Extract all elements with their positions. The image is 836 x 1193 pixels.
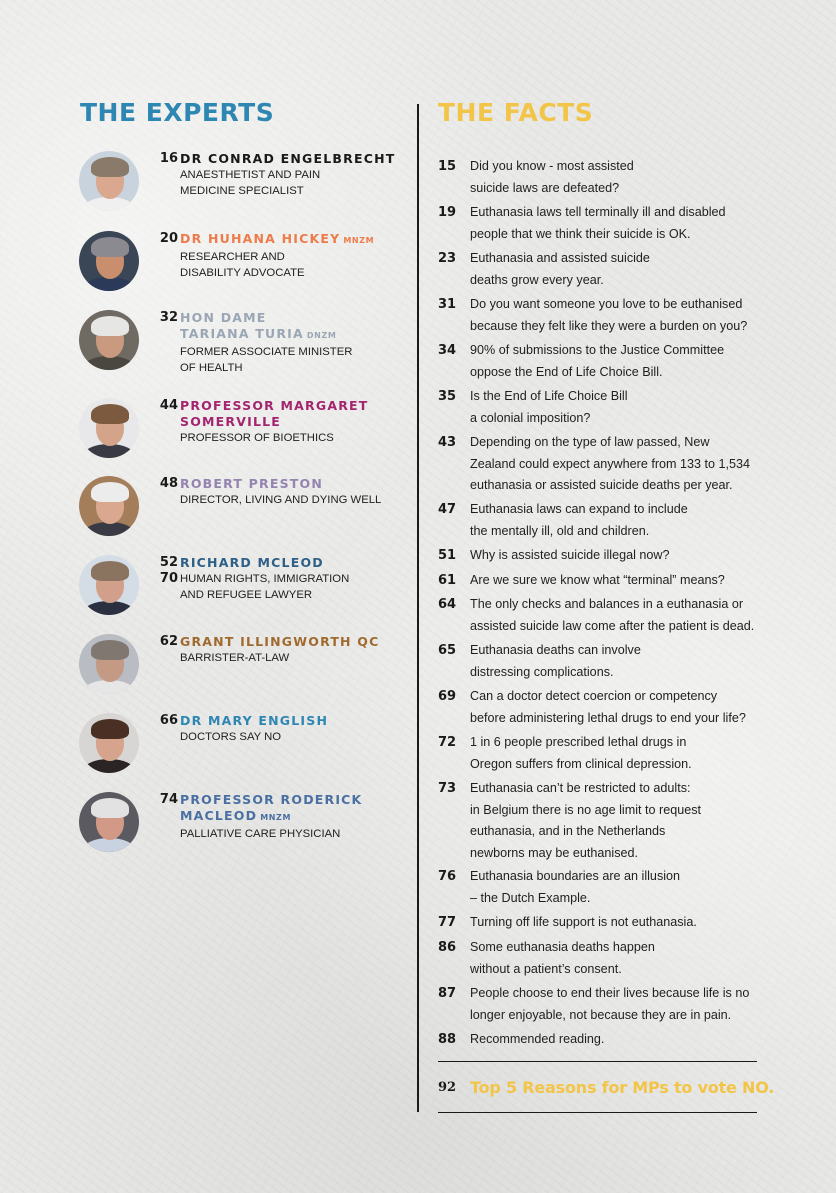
fact-text <box>470 594 770 637</box>
expert-name-line: DR MARY ENGLISH <box>180 713 329 728</box>
expert-name <box>180 634 420 650</box>
expert-entry[interactable] <box>79 231 414 291</box>
fact-text-line: 90% of submissions to the Justice Committee <box>470 343 725 357</box>
fact-text <box>470 499 770 542</box>
fact-page-number: 76 <box>438 869 457 884</box>
fact-text <box>470 156 770 199</box>
fact-text-line: Did you know - most assisted <box>470 159 634 173</box>
photo-body <box>83 444 135 458</box>
fact-text <box>470 202 770 245</box>
fact-text-line: Zealand could expect anywhere from 133 to 1,534 <box>470 456 751 471</box>
photo-hair <box>91 719 129 739</box>
expert-photo <box>79 713 139 773</box>
expert-text <box>180 792 420 842</box>
expert-role: RESEARCHER AND <box>180 251 285 263</box>
expert-photo <box>79 555 139 615</box>
expert-role: DOCTORS SAY NO <box>180 731 282 743</box>
expert-entry[interactable] <box>79 634 414 694</box>
fact-text-line: assisted suicide law come after the patient is dead. <box>470 618 755 633</box>
fact-page-number: 73 <box>438 781 457 796</box>
expert-name <box>180 398 420 430</box>
fact-text <box>470 432 770 497</box>
expert-text <box>180 231 420 281</box>
expert-name-line: PROFESSOR RODERICK <box>180 792 363 807</box>
photo-hair <box>91 640 129 660</box>
photo-body <box>83 601 135 615</box>
fact-text-line: before administering lethal drugs to end your life? <box>470 710 746 725</box>
fact-page-number: 87 <box>438 986 457 1001</box>
final-page-number: 92 <box>438 1080 457 1095</box>
expert-photo <box>79 310 139 370</box>
fact-text <box>470 340 770 383</box>
expert-honour: MNZM <box>260 813 292 822</box>
fact-text-line: Can a doctor detect coercion or competency <box>470 689 718 703</box>
fact-text <box>470 778 770 864</box>
expert-page-number: 52 <box>159 555 178 570</box>
fact-text-line: Do you want someone you love to be euthanised <box>470 297 743 311</box>
expert-page-number: 70 <box>159 571 178 586</box>
expert-role: MEDICINE SPECIALIST <box>180 185 304 197</box>
expert-name <box>180 151 420 167</box>
fact-text-line: Recommended reading. <box>470 1032 605 1046</box>
fact-text-line: longer enjoyable, not because they are in pain. <box>470 1007 732 1022</box>
expert-entry[interactable] <box>79 555 414 615</box>
photo-hair <box>91 798 129 818</box>
fact-text <box>470 937 770 980</box>
fact-page-number: 77 <box>438 915 457 930</box>
fact-page-number: 35 <box>438 389 457 404</box>
fact-text <box>470 386 770 429</box>
photo-hair <box>91 316 129 336</box>
expert-name <box>180 555 420 571</box>
fact-page-number: 43 <box>438 435 457 450</box>
fact-text-line: in Belgium there is no age limit to request <box>470 802 702 817</box>
fact-page-number: 31 <box>438 297 457 312</box>
expert-role: OF HEALTH <box>180 362 243 374</box>
photo-hair <box>91 404 129 424</box>
fact-text-line: Why is assisted suicide illegal now? <box>470 548 670 562</box>
fact-page-number: 64 <box>438 597 457 612</box>
photo-body <box>83 197 135 211</box>
expert-page-number: 16 <box>159 151 178 166</box>
fact-text-line: Euthanasia and assisted suicide <box>470 251 650 265</box>
fact-text-line: people that we think their suicide is OK. <box>470 226 691 241</box>
expert-entry[interactable] <box>79 713 414 773</box>
expert-text <box>180 634 420 666</box>
fact-text-line: People choose to end their lives because life is no <box>470 986 750 1000</box>
expert-photo <box>79 151 139 211</box>
fact-text-line: because they felt like they were a burden on you? <box>470 318 748 333</box>
expert-text <box>180 555 420 603</box>
expert-entry[interactable] <box>79 151 414 211</box>
expert-page-number: 66 <box>159 713 178 728</box>
expert-photo <box>79 231 139 291</box>
expert-name-line: PROFESSOR MARGARET <box>180 398 369 413</box>
photo-body <box>83 356 135 370</box>
fact-text-line: suicide laws are defeated? <box>470 180 620 195</box>
facts-section-title: THE FACTS <box>438 98 594 127</box>
fact-text-line: Euthanasia laws tell terminally ill and disabled <box>470 205 726 219</box>
expert-name-line: TARIANA TURIA <box>180 326 304 341</box>
photo-body <box>83 759 135 773</box>
fact-page-number: 15 <box>438 159 457 174</box>
fact-page-number: 88 <box>438 1032 457 1047</box>
fact-page-number: 19 <box>438 205 457 220</box>
fact-text-line: Euthanasia laws can expand to include <box>470 502 688 516</box>
fact-text-line: Euthanasia deaths can involve <box>470 643 641 657</box>
fact-page-number: 69 <box>438 689 457 704</box>
photo-hair <box>91 237 129 257</box>
fact-page-number: 65 <box>438 643 457 658</box>
fact-text <box>470 732 770 775</box>
expert-role: HUMAN RIGHTS, IMMIGRATION <box>180 573 350 585</box>
expert-photo <box>79 634 139 694</box>
expert-page-number: 32 <box>159 310 178 325</box>
fact-text <box>470 1029 770 1051</box>
photo-hair <box>91 561 129 581</box>
photo-body <box>83 680 135 694</box>
fact-text-line: 1 in 6 people prescribed lethal drugs in <box>470 735 687 749</box>
expert-role: BARRISTER-AT-LAW <box>180 652 290 664</box>
expert-role: DIRECTOR, LIVING AND DYING WELL <box>180 494 382 506</box>
fact-page-number: 72 <box>438 735 457 750</box>
expert-text <box>180 151 420 199</box>
fact-text-line: Is the End of Life Choice Bill <box>470 389 628 403</box>
fact-text-line: Oregon suffers from clinical depression. <box>470 756 692 771</box>
expert-role: FORMER ASSOCIATE MINISTER <box>180 346 353 358</box>
rule-bottom <box>438 1112 757 1113</box>
fact-text <box>470 248 770 291</box>
fact-text <box>470 545 770 567</box>
final-entry-title: Top 5 Reasons for MPs to vote NO. <box>470 1078 775 1097</box>
photo-body <box>83 838 135 852</box>
expert-name-line: SOMERVILLE <box>180 414 282 429</box>
fact-text-line: without a patient’s consent. <box>470 961 622 976</box>
expert-honour: DNZM <box>306 331 337 340</box>
fact-text-line: a colonial imposition? <box>470 410 591 425</box>
expert-honour: MNZM <box>343 236 375 245</box>
expert-page-number: 44 <box>159 398 178 413</box>
fact-text-line: The only checks and balances in a euthanasia or <box>470 597 744 611</box>
fact-page-number: 34 <box>438 343 457 358</box>
rule-top <box>438 1061 757 1062</box>
expert-entry[interactable] <box>79 398 414 458</box>
expert-name <box>180 231 420 249</box>
fact-text <box>470 866 770 909</box>
expert-page-number: 20 <box>159 231 178 246</box>
fact-page-number: 47 <box>438 502 457 517</box>
expert-text <box>180 398 420 446</box>
photo-body <box>83 277 135 291</box>
fact-text <box>470 294 770 337</box>
expert-text <box>180 713 420 745</box>
expert-name-line: MACLEOD <box>180 808 258 823</box>
expert-page-number: 62 <box>159 634 178 649</box>
photo-hair <box>91 482 129 502</box>
fact-text <box>470 570 770 592</box>
fact-text-line: Euthanasia can’t be restricted to adults: <box>470 781 691 795</box>
expert-name-line: DR HUHANA HICKEY <box>180 231 341 246</box>
expert-photo <box>79 398 139 458</box>
expert-page-number: 48 <box>159 476 178 491</box>
experts-section-title: THE EXPERTS <box>80 98 275 127</box>
expert-text <box>180 476 420 508</box>
expert-name-line: RICHARD MCLEOD <box>180 555 324 570</box>
expert-name-line: DR CONRAD ENGELBRECHT <box>180 151 396 166</box>
photo-body <box>83 522 135 536</box>
fact-text-line: Euthanasia boundaries are an illusion <box>470 869 681 883</box>
fact-text-line: distressing complications. <box>470 664 614 679</box>
expert-role: DISABILITY ADVOCATE <box>180 267 305 279</box>
fact-text-line: newborns may be euthanised. <box>470 845 639 860</box>
fact-page-number: 61 <box>438 573 457 588</box>
expert-name <box>180 792 420 826</box>
fact-text <box>470 640 770 683</box>
photo-hair <box>91 157 129 177</box>
fact-text-line: the mentally ill, old and children. <box>470 523 650 538</box>
fact-text <box>470 686 770 729</box>
fact-text-line: Are we sure we know what “terminal” means? <box>470 573 725 587</box>
expert-entry[interactable] <box>79 792 414 852</box>
fact-page-number: 23 <box>438 251 457 266</box>
fact-text-line: – the Dutch Example. <box>470 890 591 905</box>
expert-photo <box>79 476 139 536</box>
expert-name-line: HON DAME <box>180 310 267 325</box>
fact-text-line: euthanasia or assisted suicide deaths per year. <box>470 478 733 492</box>
fact-page-number: 51 <box>438 548 457 563</box>
fact-text-line: euthanasia, and in the Netherlands <box>470 824 666 838</box>
expert-text <box>180 310 420 376</box>
fact-text-line: oppose the End of Life Choice Bill. <box>470 364 663 379</box>
fact-text-line: Some euthanasia deaths happen <box>470 940 655 954</box>
fact-text-line: Turning off life support is not euthanasia. <box>470 915 697 929</box>
expert-role: PROFESSOR OF BIOETHICS <box>180 432 334 444</box>
expert-name-line: ROBERT PRESTON <box>180 476 324 491</box>
expert-name <box>180 713 420 729</box>
expert-photo <box>79 792 139 852</box>
expert-name-line: GRANT ILLINGWORTH QC <box>180 634 380 649</box>
fact-text <box>470 983 770 1026</box>
expert-role: AND REFUGEE LAWYER <box>180 589 313 601</box>
expert-name <box>180 476 420 492</box>
fact-page-number: 86 <box>438 940 457 955</box>
expert-entry[interactable] <box>79 310 414 374</box>
expert-entry[interactable] <box>79 476 414 536</box>
expert-role: PALLIATIVE CARE PHYSICIAN <box>180 828 341 840</box>
expert-name <box>180 310 420 344</box>
fact-text-line: Depending on the type of law passed, New <box>470 435 710 449</box>
expert-page-number: 74 <box>159 792 178 807</box>
expert-role: ANAESTHETIST AND PAIN <box>180 169 321 181</box>
fact-text-line: deaths grow every year. <box>470 272 604 287</box>
fact-text <box>470 912 770 934</box>
